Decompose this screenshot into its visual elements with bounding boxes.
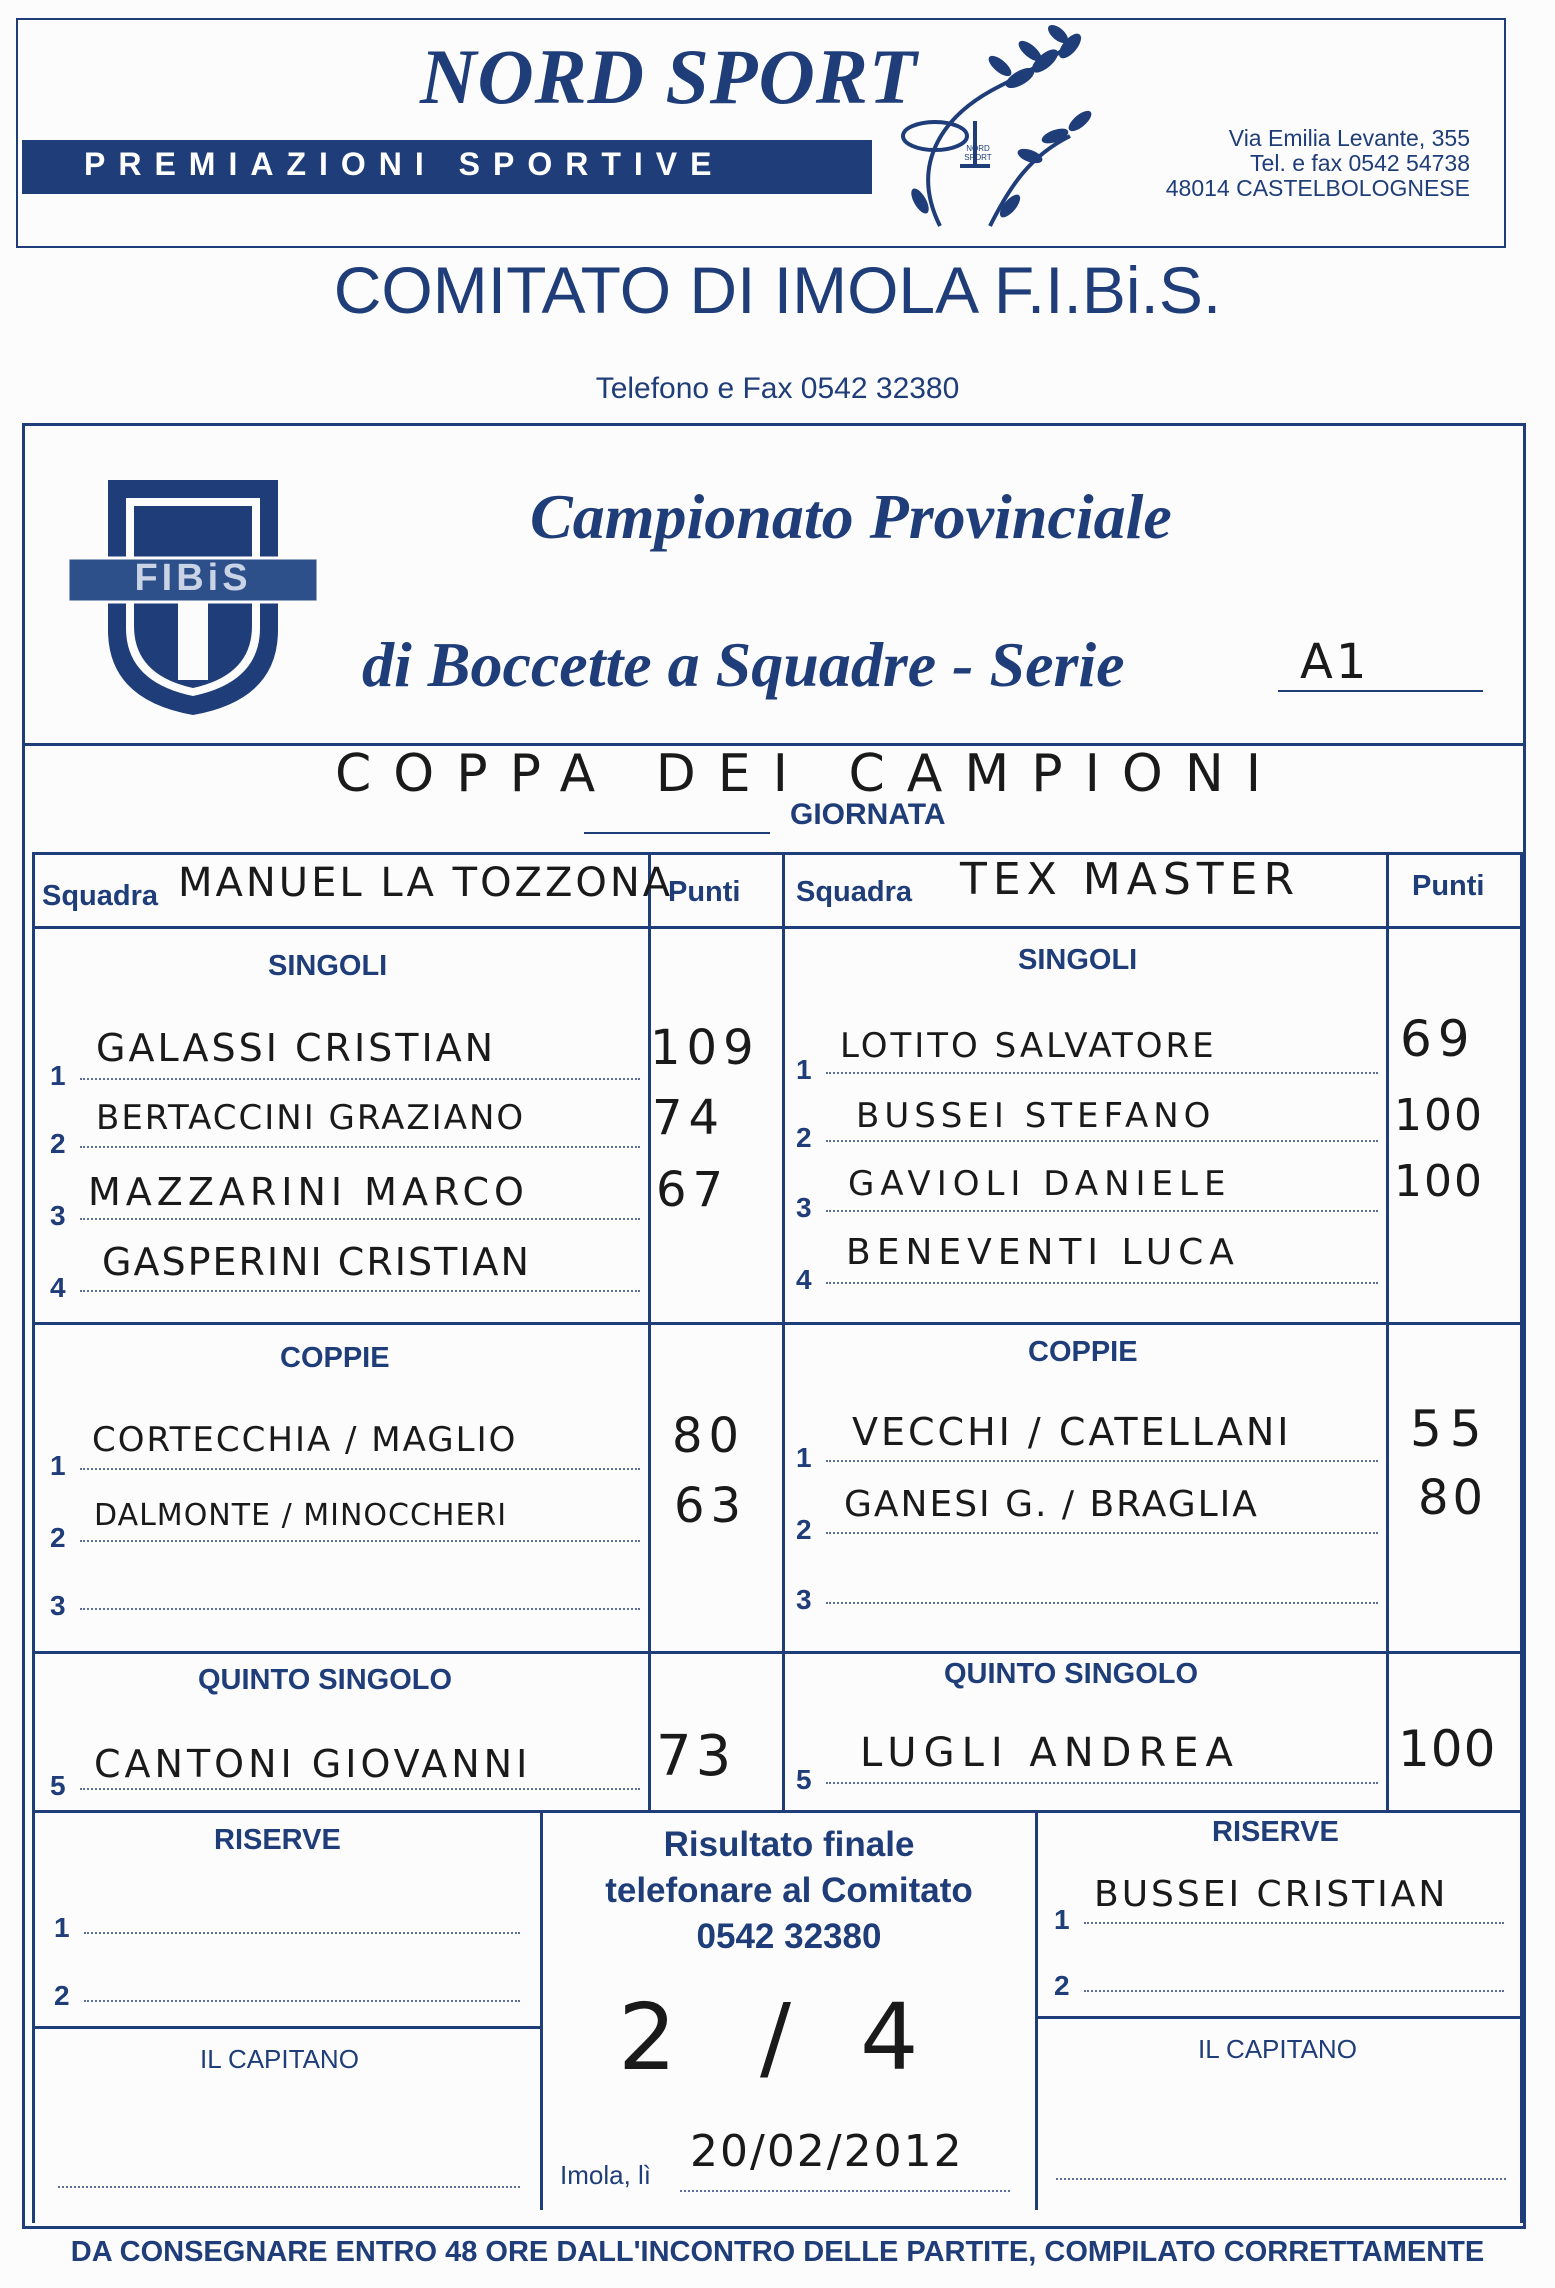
coppie-label-left: COPPIE [280,1342,390,1374]
riserve-label-right: RISERVE [1212,1816,1339,1848]
dotted-line [80,1290,640,1292]
divider-left-points [648,852,651,1810]
dotted-line [826,1602,1378,1604]
dotted-line [826,1460,1378,1462]
row-number: 3 [50,1200,66,1231]
player-points: 100 [1394,1156,1484,1207]
fibis-logo-text: FIBiS [134,557,252,599]
address-phone: Tel. e fax 0542 54738 [1250,150,1470,176]
player-name: GAVIOLI DANIELE [848,1164,1232,1204]
player-name: MAZZARINI MARCO [88,1170,529,1214]
dotted-line [80,1146,640,1148]
player-name: GASPERINI CRISTIAN [102,1240,531,1284]
match-date: 20/02/2012 [690,2126,964,2177]
player-name: BENEVENTI LUCA [846,1232,1240,1273]
row-number: 1 [50,1060,66,1091]
singoli-label-right: SINGOLI [1018,944,1138,976]
punti-label-right: Punti [1412,870,1485,902]
serie-value: A1 [1300,634,1370,690]
player-points: 73 [656,1724,736,1789]
capitano-label-right: IL CAPITANO [1198,2034,1357,2064]
dotted-line [80,1218,640,1220]
capitano-divider-right [1035,2016,1520,2019]
player-points: 55 [1410,1400,1490,1458]
dotted-line [80,1608,640,1610]
player-points: 100 [1398,1720,1497,1778]
championship-title-1: Campionato Provinciale [530,481,1172,552]
player-points: 69 [1400,1010,1476,1068]
address-block [1100,126,1470,201]
result-away-score: 4 [860,1984,922,2091]
dotted-line [826,1210,1378,1212]
laurel-emblem [880,26,1110,236]
player-name: BERTACCINI GRAZIANO [96,1098,526,1138]
championship-title-2: di Boccette a Squadre - Serie [362,629,1125,700]
riserve-left-box [40,1810,543,2210]
row-number: 2 [1054,1970,1070,2001]
coppie-label-right: COPPIE [1028,1336,1138,1368]
player-points: 109 [650,1020,760,1076]
tagline: PREMIAZIONI SPORTIVE [84,146,725,182]
signature-line [58,2186,520,2188]
divider-quinto [32,1651,1520,1654]
dotted-line [84,2000,520,2002]
divider-right-points [1386,852,1389,1810]
giornata-label: GIORNATA [790,798,946,831]
row-number: 3 [50,1590,66,1621]
reserve-name: BUSSEI CRISTIAN [1094,1874,1449,1915]
player-points: 80 [1418,1470,1488,1526]
result-label-1: Risultato finale [663,1825,915,1864]
committee-phone: Telefono e Fax 0542 32380 [595,372,960,405]
player-name: CORTECCHIA / MAGLIO [92,1420,518,1460]
team-name-left: MANUEL LA TOZZONA [178,860,674,906]
quinto-label-right: QUINTO SINGOLO [944,1658,1199,1690]
serie-line [1278,690,1483,692]
address-city: 48014 CASTELBOLOGNESE [1165,175,1470,201]
riserve-right-box [1035,1810,1038,2210]
dotted-line [80,1540,640,1542]
result-home-score: 2 [618,1984,680,2091]
address-street: Via Emilia Levante, 355 [1228,125,1470,151]
player-points: 74 [652,1090,726,1146]
divider-teamnames [32,926,1520,929]
brand-name: NORD SPORT [420,33,918,120]
squadra-label-right: Squadra [796,876,913,908]
dotted-line [80,1788,640,1790]
row-number: 3 [796,1584,812,1615]
row-number: 5 [796,1764,812,1795]
footer-note: DA CONSEGNARE ENTRO 48 ORE DALL'INCONTRO DELLE PARTITE, COMPILATO CORRETTAMENTE [70,2236,1485,2268]
player-points: 67 [656,1162,730,1218]
riserve-label-left: RISERVE [214,1824,341,1856]
row-number: 1 [796,1442,812,1473]
row-number: 3 [796,1192,812,1223]
row-number: 5 [50,1770,66,1801]
team-name-right: TEX MASTER [960,854,1301,905]
result-label-3: 0542 32380 [696,1917,882,1956]
player-name: VECCHI / CATELLANI [852,1410,1292,1454]
row-number: 2 [50,1522,66,1553]
dotted-line [80,1468,640,1470]
row-number: 1 [50,1450,66,1481]
dotted-line [826,1140,1378,1142]
row-number: 1 [796,1054,812,1085]
quinto-label-left: QUINTO SINGOLO [198,1664,453,1696]
dotted-line [826,1532,1378,1534]
result-separator: / [760,1984,794,2091]
row-number: 1 [1054,1904,1070,1935]
result-box [543,1822,1035,1960]
row-number: 1 [54,1912,70,1943]
imola-date-label: Imola, lì [560,2160,652,2190]
signature-line [1056,2178,1506,2180]
dotted-line [84,1932,520,1934]
player-name: GALASSI CRISTIAN [96,1026,497,1070]
row-number: 2 [796,1514,812,1545]
singoli-label-left: SINGOLI [268,950,388,982]
dotted-line [826,1782,1378,1784]
date-line [680,2190,1010,2192]
player-name: BUSSEI STEFANO [856,1096,1216,1136]
player-name: GANESI G. / BRAGLIA [844,1484,1259,1525]
player-points: 100 [1394,1090,1484,1141]
player-name: CANTONI GIOVANNI [94,1742,532,1786]
emblem-label: NORD SPORT [964,144,992,162]
player-name: DALMONTE / MINOCCHERI [94,1498,508,1533]
committee-title: COMITATO DI IMOLA F.I.Bi.S. [333,253,1222,327]
player-name: LOTITO SALVATORE [840,1026,1217,1066]
capitano-divider-left [32,2026,540,2029]
dotted-line [1084,1922,1504,1924]
dotted-line [1084,1990,1504,1992]
player-points: 63 [674,1478,748,1534]
row-number: 4 [50,1272,66,1303]
divider-coppie [32,1322,1520,1325]
result-label-2: telefonare al Comitato [605,1871,973,1910]
player-points: 80 [672,1408,746,1464]
left-edge [32,852,35,2223]
dotted-line [826,1282,1378,1284]
punti-label-left: Punti [668,876,741,908]
row-number: 2 [54,1980,70,2011]
competition-name: COPPA DEI CAMPIONI [335,744,1284,804]
dotted-line [80,1078,640,1080]
player-name: LUGLI ANDREA [860,1730,1240,1776]
giornata-line [584,832,770,834]
dotted-line [826,1072,1378,1074]
row-number: 2 [796,1122,812,1153]
divider-center [782,852,785,1810]
capitano-label-left: IL CAPITANO [200,2044,359,2074]
squadra-label-left: Squadra [42,880,159,912]
right-edge [1520,852,1523,2223]
row-number: 4 [796,1264,812,1295]
fibis-logo [68,470,318,720]
row-number: 2 [50,1128,66,1159]
